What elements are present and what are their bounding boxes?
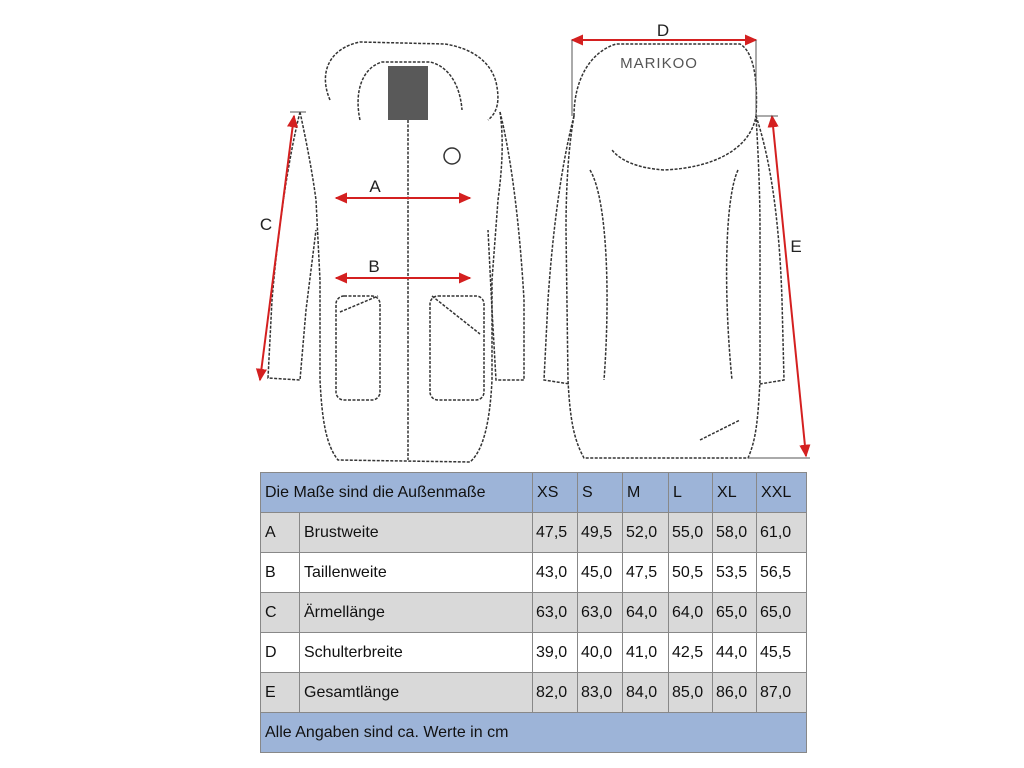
cell-value: 86,0 [713,673,757,713]
cell-value: 84,0 [623,673,669,713]
cell-value: 63,0 [533,593,578,633]
label-b: B [368,257,380,276]
cell-value: 82,0 [533,673,578,713]
label-c: C [259,215,273,234]
table-row [261,513,807,553]
table-header-row [261,473,807,513]
cell-value: 43,0 [533,553,578,593]
brand-logo-text: MARIKOO [620,55,698,72]
cell-value: 47,5 [533,513,578,553]
row-key: B [261,553,300,593]
table-row [261,673,807,713]
row-key: D [261,633,300,673]
cell-value: 61,0 [757,513,807,553]
table-header-title: Die Maße sind die Außenmaße [261,473,533,513]
guide-lines [290,40,810,458]
cell-value: 44,0 [713,633,757,673]
size-header-s: S [578,473,623,513]
table-row [261,553,807,593]
table-row [261,633,807,673]
row-name: Gesamtlänge [300,673,533,713]
row-name: Taillenweite [300,553,533,593]
row-key: C [261,593,300,633]
cell-value: 83,0 [578,673,623,713]
cell-value: 45,0 [578,553,623,593]
cell-value: 45,5 [757,633,807,673]
size-header-l: L [669,473,713,513]
row-name: Brustweite [300,513,533,553]
cell-value: 47,5 [623,553,669,593]
arrow-e [772,116,806,456]
cell-value: 65,0 [713,593,757,633]
table-footer-row [261,713,807,753]
label-d: D [656,21,670,40]
front-label-patch [388,66,428,120]
table-footer-note: Alle Angaben sind ca. Werte in cm [261,713,807,753]
label-e: E [790,237,802,256]
cell-value: 58,0 [713,513,757,553]
row-name: Ärmellänge [300,593,533,633]
cell-value: 52,0 [623,513,669,553]
row-key: A [261,513,300,553]
cell-value: 64,0 [669,593,713,633]
table-row [261,593,807,633]
cell-value: 53,5 [713,553,757,593]
label-a: A [369,177,381,196]
arrow-c [260,116,294,380]
row-key: E [261,673,300,713]
size-header-xxl: XXL [757,473,807,513]
cell-value: 63,0 [578,593,623,633]
cell-value: 65,0 [757,593,807,633]
cell-value: 42,5 [669,633,713,673]
size-header-m: M [623,473,669,513]
cell-value: 50,5 [669,553,713,593]
size-table [260,472,807,753]
cell-value: 64,0 [623,593,669,633]
measurement-arrows [260,40,806,456]
cell-value: 40,0 [578,633,623,673]
row-name: Schulterbreite [300,633,533,673]
size-header-xs: XS [533,473,578,513]
cell-value: 39,0 [533,633,578,673]
coat-back-view [544,44,784,458]
cell-value: 87,0 [757,673,807,713]
cell-value: 49,5 [578,513,623,553]
front-emblem-icon [444,148,460,164]
size-header-xl: XL [713,473,757,513]
cell-value: 85,0 [669,673,713,713]
cell-value: 56,5 [757,553,807,593]
cell-value: 55,0 [669,513,713,553]
cell-value: 41,0 [623,633,669,673]
